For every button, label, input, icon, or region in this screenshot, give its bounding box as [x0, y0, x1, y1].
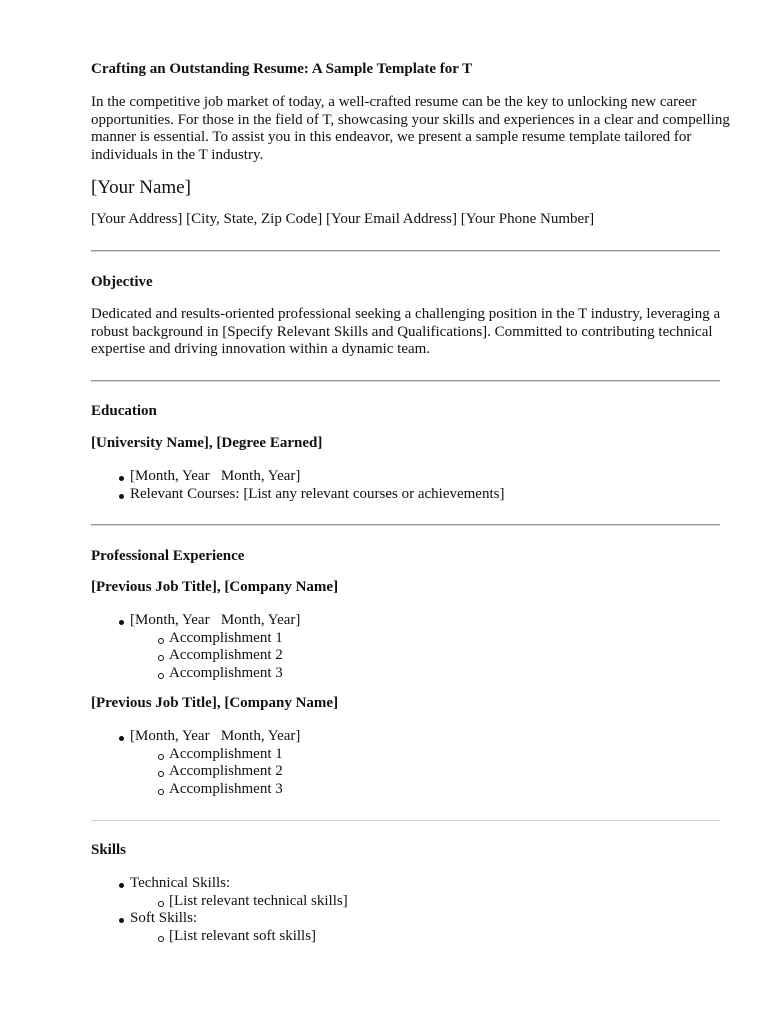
skills-list: [119, 875, 348, 945]
skill-sublist: [130, 893, 348, 911]
education-entry: [University Name], [Degree Earned]: [91, 435, 323, 451]
list-item: Relevant Courses: [List any relevant courses or achievements]: [119, 486, 504, 504]
section-divider: [91, 380, 720, 382]
education-heading: Education: [91, 403, 157, 419]
skill-sublist: [130, 928, 348, 946]
skills-heading: Skills: [91, 842, 127, 858]
list-item: [Month, Year Month, Year] Accomplishment 1 Accomplishment 2 Accomplishment 3: [119, 612, 300, 682]
document-heading: Crafting an Outstanding Resume: A Sample Template for T: [91, 61, 473, 77]
intro-paragraph: In the competitive job market of today, a well-crafted resume can be the key to unlocking new career opportunities. For those in the field of T, showcasing your skills and experiences in a clear and compelling manner is essential. To assist you in this endeavor, we present a sample resume template tailored for individuals in the T industry.: [91, 94, 730, 163]
job-title: [Previous Job Title], [Company Name]: [91, 579, 339, 595]
education-list: [119, 468, 504, 503]
job-details-list: [119, 612, 300, 682]
list-item: Accomplishment 2: [158, 763, 300, 781]
accomplishment-list: [130, 630, 300, 683]
list-item: [Month, Year Month, Year]: [119, 468, 504, 486]
accomplishment-list: [130, 746, 300, 799]
list-item: Accomplishment 3: [158, 665, 300, 683]
list-item: Technical Skills: [List relevant technical skills]: [119, 875, 348, 910]
section-divider: [91, 250, 720, 252]
job-title: [Previous Job Title], [Company Name]: [91, 695, 339, 711]
list-item: Accomplishment 2: [158, 647, 300, 665]
job-details-list: [119, 728, 300, 798]
list-item: [List relevant soft skills]: [158, 928, 348, 946]
list-item: [Month, Year Month, Year] Accomplishment 1 Accomplishment 2 Accomplishment 3: [119, 728, 300, 798]
experience-heading: Professional Experience: [91, 548, 245, 564]
list-item: [List relevant technical skills]: [158, 893, 348, 911]
section-divider: [91, 524, 720, 526]
contact-line: [Your Address] [City, State, Zip Code] [Your Email Address] [Your Phone Number]: [91, 211, 595, 227]
list-item: Soft Skills: [List relevant soft skills]: [119, 910, 348, 945]
section-divider: [91, 820, 720, 821]
objective-text: Dedicated and results-oriented professional seeking a challenging position in the T industry, leveraging a robust background in [Specify Relevant Skills and Qualifications]. Committed to contributing technical expertise and driving innovation within a dynamic team.: [91, 306, 721, 357]
list-item: Accomplishment 3: [158, 781, 300, 799]
list-item: Accomplishment 1: [158, 746, 300, 764]
list-item: Accomplishment 1: [158, 630, 300, 648]
resume-name: [Your Name]: [91, 177, 191, 198]
objective-heading: Objective: [91, 274, 153, 290]
